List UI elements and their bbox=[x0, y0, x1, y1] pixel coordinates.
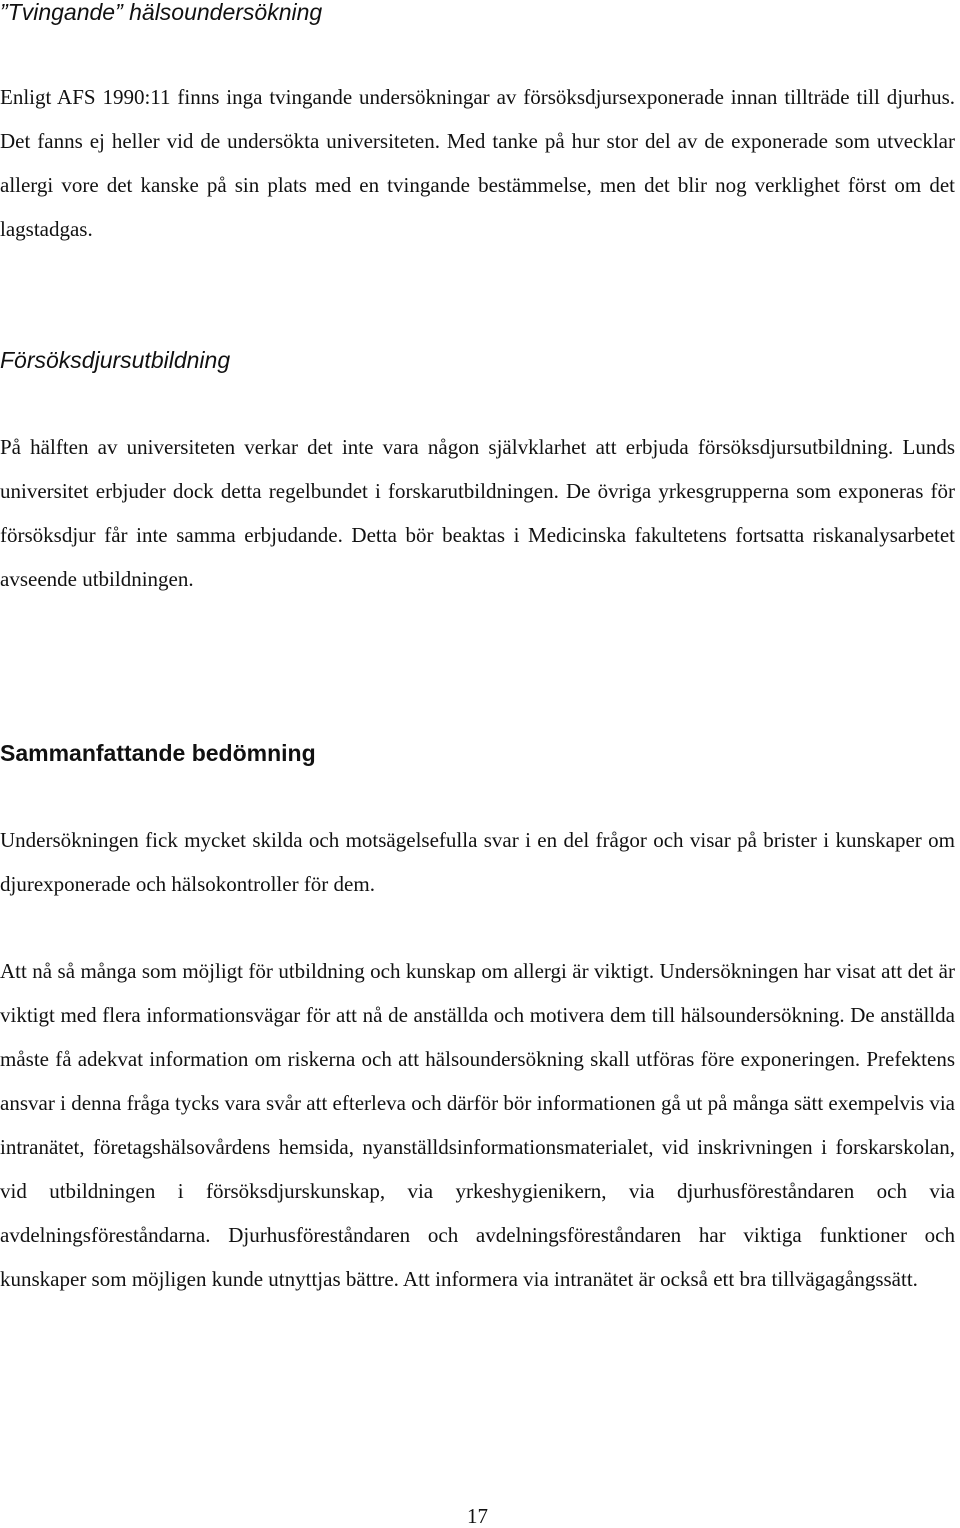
paragraph-summary-findings: Undersökningen fick mycket skilda och motsägelsefulla svar i en del frågor och visar på brister i kunskaper om djurexponerade och hälsokontroller för dem. bbox=[0, 828, 955, 896]
section-heading-tvingande-halsoundersokning: ”Tvingande” hälsoundersökning bbox=[0, 0, 323, 25]
page-number: 17 bbox=[467, 1504, 488, 1528]
paragraph-training-availability: På hälften av universiteten verkar det inte vara någon självklarhet att erbjuda försöksdjursutbildning. Lunds universitet erbjuder dock detta regelbundet i forskarutbildningen. De övriga yrkesgrupperna som exponeras för försöksdjur får inte samma erbjudande. Detta bör beaktas i Medicinska fakultetens fortsatta riskanalysarbetet avseende utbildningen. bbox=[0, 435, 955, 591]
paragraph-information-channels: Att nå så många som möjligt för utbildning och kunskap om allergi är viktigt. Undersökningen har visat att det är viktigt med flera informationsvägar för att nå de anställda och motivera dem till hälsoundersökning. De anställda måste få adekvat information om riskerna och att hälsoundersökning skall utföras före exponeringen. Prefektens ansvar i denna fråga tycks vara svår att efterleva och därför bör informationen gå ut på många sätt exempelvis via intranätet, företagshälsovårdens hemsida, nyanställdsinformationsmaterialet, vid inskrivningen i forskarskolan, vid utbildningen i försöksdjurskunskap, via yrkeshygienikern, via djurhusföreståndaren och via avdelningsföreståndarna. Djurhusföreståndaren och avdelningsföreståndaren har viktiga funktioner och kunskaper som möjligen kunde utnyttjas bättre. Att informera via intranätet är också ett bra tillvägagångssätt. bbox=[0, 959, 955, 1291]
paragraph-afs-regulation: Enligt AFS 1990:11 finns inga tvingande undersökningar av försöksdjursexponerade innan tillträde till djurhus. Det fanns ej heller vid de undersökta universiteten. Med tanke på hur stor del av de exponerade som utvecklar allergi vore det kanske på sin plats med en tvingande bestämmelse, men det blir nog verklighet först om det lagstadgas. bbox=[0, 85, 955, 241]
section-heading-sammanfattande-bedomning: Sammanfattande bedömning bbox=[0, 740, 316, 766]
section-heading-forsoksdjursutbildning: Försöksdjursutbildning bbox=[0, 347, 231, 373]
